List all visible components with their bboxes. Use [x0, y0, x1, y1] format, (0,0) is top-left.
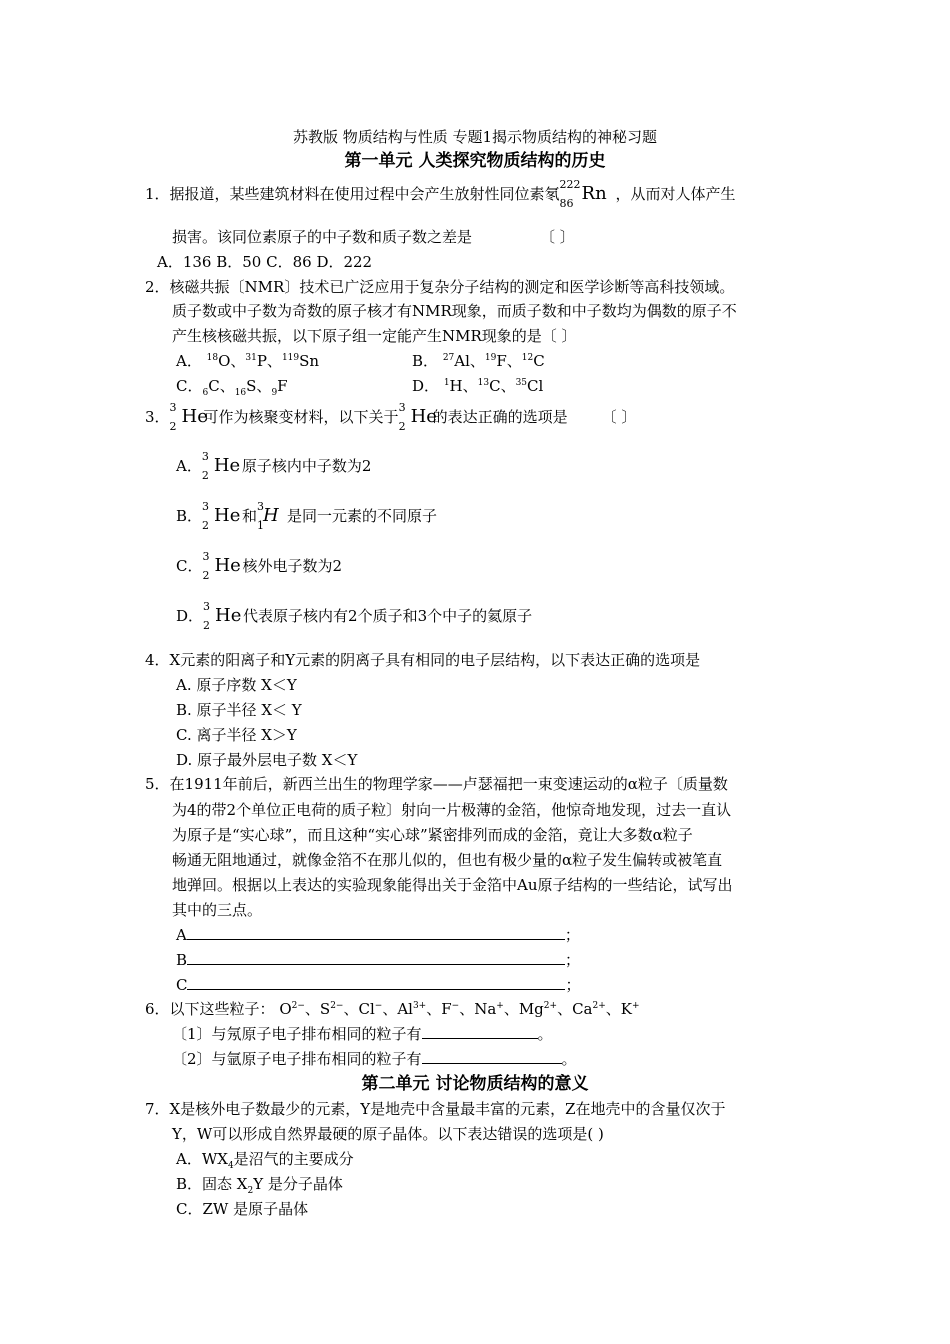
- q7-option-a: A．$WX_4$是沼气的主要成分: [176, 1150, 354, 1171]
- q5-line6: 其中的三点。: [172, 901, 263, 919]
- q1-stem-text: 1．据报道，某些建筑材料在使用过程中会产生放射性同位素氡: [145, 185, 560, 203]
- q4-option-b: B. 原子半径 X＜ Y: [176, 701, 302, 719]
- q5-answer-c-blank[interactable]: [187, 975, 565, 990]
- unit1-title: 第一单元 人类探究物质结构的历史: [344, 151, 606, 171]
- q2-option-a: A． $^{18}$O、$^{31}$P、$^{119}$Sn: [176, 352, 320, 370]
- q5-answer-b: B ；: [176, 951, 581, 969]
- q5-answer-c: C ；: [176, 976, 581, 994]
- q1-options: A．136 B．50 C．86 D．222: [157, 253, 373, 271]
- q3-option-c: C． 3 2 He 核外电子数为2: [176, 550, 343, 582]
- unit2-title: 第二单元 讨论物质结构的意义: [361, 1074, 589, 1094]
- q1-line2: 损害。该同位素原子的中子数和质子数之差是 〔 〕: [172, 228, 575, 246]
- q4-option-a: A. 原子序数 X＜Y: [176, 676, 297, 694]
- document-header: 苏教版 物质结构与性质 专题1揭示物质结构的神秘习题: [292, 128, 658, 146]
- q7-line1: 7．X是核外电子数最少的元素，Y是地壳中含量最丰富的元素，Z在地壳中的含量仅次于: [145, 1100, 726, 1118]
- q5-answer-a: A ；: [176, 926, 580, 944]
- radon-nuclide: 222 86 Rn: [559, 178, 607, 210]
- helium3-nuclide: 3 2 He: [169, 401, 208, 433]
- q5-line2: 为4的带2个单位正电荷的质子粒〕射向一片极薄的金箔，他惊奇地发现，过去一直认: [172, 801, 732, 819]
- q6-sub1-blank[interactable]: [422, 1024, 538, 1039]
- q5-answer-b-blank[interactable]: [187, 950, 565, 965]
- helium3-nuclide: 3 2 He: [398, 401, 437, 433]
- q3-option-d: D． 3 2 He 代表原子核内有2个质子和3个中子的氦原子: [176, 600, 533, 632]
- q2-option-c: C．$_6$C、$_{16}$S、$_9$F: [176, 377, 288, 398]
- q2-option-d: D． $^1$H、$^{13}$C、$^{35}$Cl: [412, 377, 544, 395]
- q6-sub1: 〔1〕与氖原子电子排布相同的粒子有 。: [172, 1025, 553, 1043]
- q5-answer-a-blank[interactable]: [187, 925, 565, 940]
- q6-sub2-blank[interactable]: [422, 1049, 562, 1064]
- q1-stem-tail: ，从而对人体产生: [615, 185, 736, 203]
- q5-line3: 为原子是“实心球”，而且这种“实心球”紧密排列而成的金箔，竟让大多数α粒子: [172, 826, 693, 844]
- q7-option-b: B．固态 $X_2Y$ 是分子晶体: [176, 1175, 343, 1196]
- q5-line1: 5．在1911年前后，新西兰出生的物理学家——卢瑟福把一束变速运动的α粒子〔质量数: [145, 775, 728, 793]
- q2-line3: 产生核核磁共振，以下原子组一定能产生NMR现象的是〔 〕: [172, 327, 577, 345]
- q4-stem: 4．X元素的阳离子和Y元素的阴离子具有相同的电子层结构，以下表达正确的选项是: [145, 651, 701, 669]
- q1-stem: [145, 179, 736, 209]
- q7-line2: Y，W可以形成自然界最硬的原子晶体。以下表达错误的选项是( ): [172, 1125, 604, 1143]
- q6-sub2: 〔2〕与氩原子电子排布相同的粒子有 。: [172, 1050, 577, 1068]
- q4-option-c: C. 离子半径 X＞Y: [176, 726, 297, 744]
- q2-line1: 2．核磁共振〔NMR〕技术已广泛应用于复杂分子结构的测定和医学诊断等高科技领域。: [145, 278, 735, 296]
- q2-option-b: B． $^{27}$Al、$^{19}$F、$^{12}$C: [412, 352, 545, 370]
- q3-answer-bracket: 〔 〕: [601, 408, 637, 426]
- helium3-nuclide: 3 2 He: [203, 600, 242, 632]
- q3-option-b: B． 3 2 He 和 3 1 H 是同一元素的不同原子: [176, 500, 438, 532]
- q5-line5: 地弹回。根据以上表达的实验现象能得出关于金箔中Au原子结构的一些结论，试写出: [172, 876, 733, 894]
- q1-answer-bracket: 〔 〕: [540, 228, 575, 246]
- q5-line4: 畅通无阻地通过，就像金箔不在那儿似的，但也有极少量的α粒子发生偏转或被笔直: [172, 851, 723, 869]
- helium3-nuclide: 3 2 He: [202, 550, 241, 582]
- q2-line2: 质子数或中子数为奇数的原子核才有NMR现象，而质子数和中子数均为偶数的原子不: [172, 302, 737, 320]
- q7-option-c: C．ZW 是原子晶体: [176, 1200, 309, 1218]
- q4-option-d: D. 原子最外层电子数 X＜Y: [176, 751, 358, 769]
- helium3-nuclide: 3 2 He: [201, 450, 241, 482]
- q6-stem: 6．以下这些粒子： $O^{2-}$、$S^{2-}$、Cl−、$Al^{3+}$、F−、Na+、$Mg^{2+}$、$Ca^{2+}$、K+: [145, 1000, 640, 1018]
- helium3-nuclide: 3 2 He: [202, 500, 241, 532]
- hydrogen3-nuclide: 3 1 H: [257, 500, 279, 532]
- q3-stem: 3． 3 2 He可作为核聚变材料，以下关于 3 2 He的表达正确的选项是 〔 〕: [145, 401, 637, 433]
- q3-option-a: A． 3 2 He 原子核内中子数为2: [176, 450, 372, 482]
